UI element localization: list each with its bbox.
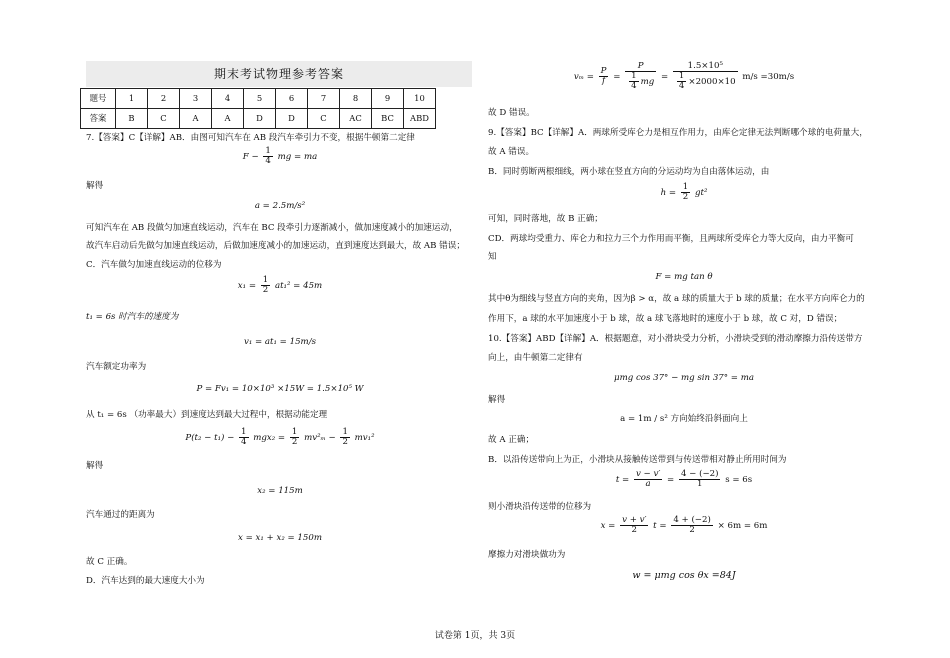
paragraph: 从 t₁ = 6s （功率最大）到速度达到最大过程中，根据动能定理	[86, 410, 328, 420]
paragraph: CD．两球均受重力、库仑力和拉力三个力作用而平衡，且两球所受库仑力等大反向，由力平衡可	[488, 234, 854, 244]
table-cell: 4	[212, 89, 244, 109]
table-cell: 10	[404, 89, 436, 109]
table-cell: 5	[244, 89, 276, 109]
table-cell: 1	[116, 89, 148, 109]
equation-work: w = μmg cos θx =84J	[632, 570, 736, 581]
table-row	[81, 109, 436, 129]
equation-newton: F − $\frac{1}{4}$ mg = ma	[242, 146, 318, 167]
equation-accel: a = 2.5m/s²	[254, 201, 306, 211]
equation-a: a = 1m / s² 方向始终沿斜面向上	[620, 414, 748, 424]
equation-distance: x = x₁ + x₂ = 150m	[238, 533, 322, 543]
q9-heading: 9.【答案】BC【详解】A．两球所受库仑力是相互作用力，由库仑定律无法判断哪个球的电荷量大，	[488, 128, 868, 138]
table-cell: 7	[308, 89, 340, 109]
paragraph: 作用下，a 球的水平加速度小于 b 球，故 a 球飞落地时的速度小于 b 球，故 C 对，D 错误；	[488, 314, 843, 324]
paragraph: 汽车额定功率为	[86, 362, 147, 372]
equation-power: P = Fv₁ = 10×10³ ×15W = 1.5×10⁵ W	[196, 384, 364, 394]
paragraph: 向上，由牛顿第二定律有	[488, 353, 583, 363]
paragraph: 可知，同时落地，故 B 正确；	[488, 214, 603, 224]
paragraph: 汽车通过的距离为	[86, 510, 155, 520]
paragraph: 故 D 错误。	[488, 108, 535, 118]
paragraph: 故 A 正确；	[488, 435, 535, 445]
table-cell: 9	[372, 89, 404, 109]
paragraph: 故 A 错误。	[488, 147, 535, 157]
paragraph: B．以沿传送带向上为正，小滑块从接触传送带到与传送带相对静止所用时间为	[488, 455, 787, 465]
answer-table	[80, 88, 436, 129]
table-cell: 3	[180, 89, 212, 109]
table-cell: 答案	[81, 109, 116, 129]
equation-energy: P(t₂ − t₁) − $\frac{1}{4}$ mgx₂ = $\frac{1}{2}$ mv²ₘ − $\frac{1}{2}$ mv₁²	[185, 427, 375, 448]
table-cell: C	[148, 109, 180, 129]
q7-heading: 7.【答案】C【详解】AB．由图可知汽车在 AB 段汽车牵引力不变，根据牛顿第二定律	[86, 133, 415, 143]
table-cell: C	[308, 109, 340, 129]
paragraph: t₁ = 6s 时汽车的速度为	[86, 312, 179, 322]
table-cell: 6	[276, 89, 308, 109]
page-footer: 试卷第 1页，共 3页	[434, 631, 516, 641]
table-cell: D	[244, 109, 276, 129]
paragraph: 其中θ为细线与竖直方向的夹角，因为β > α，故 a 球的质量大于 b 球的质量；在水平方向库仑力的	[488, 294, 865, 304]
table-cell: ABD	[404, 109, 436, 129]
paragraph: 摩擦力对滑块做功为	[488, 550, 566, 560]
equation-vmax: vₘ = $\frac{P}{f}$ = P $\frac{1}{4}$ mg = 1.5×10⁵ $\frac{1}{4}$ ×2000×10 m/s =30m/s	[573, 61, 795, 92]
table-cell: AC	[340, 109, 372, 129]
equation-coulomb: F = mg tan θ	[655, 272, 713, 282]
paragraph: 则小滑块沿传送带的位移为	[488, 502, 592, 512]
equation-x2: x₂ = 115m	[257, 486, 303, 496]
paragraph: 可知汽车在 AB 段做匀加速直线运动，汽车在 BC 段牵引力逐渐减小，做加速度减小的加速运动，	[86, 223, 458, 233]
table-cell: A	[212, 109, 244, 129]
paragraph: D．汽车达到的最大速度大小为	[86, 576, 205, 586]
equation-friction: μmg cos 37° − mg sin 37° = ma	[614, 373, 754, 383]
text-jiede: 解得	[86, 461, 104, 471]
paragraph: 故汽车启动后先做匀加速直线运动，后做加速度减小的加速运动，直到速度达到最大，故 AB 错误；	[86, 241, 465, 251]
table-cell: 2	[148, 89, 180, 109]
paragraph: C．汽车做匀加速直线运动的位移为	[86, 260, 222, 270]
equation-displacement-belt: x = $\frac{v + v'}{2}$ t = $\frac{4 + (-2)}{2}$ × 6m = 6m	[600, 515, 768, 536]
equation-freefall: h = $\frac{1}{2}$ gt²	[660, 182, 708, 203]
table-row	[81, 89, 436, 109]
table-cell: BC	[372, 109, 404, 129]
table-cell: 8	[340, 89, 372, 109]
paragraph: 故 C 正确。	[86, 557, 133, 567]
paragraph: B．同时剪断两根细线，两小球在竖直方向的分运动均为自由落体运动，由	[488, 167, 770, 177]
table-cell: 题号	[81, 89, 116, 109]
equation-displacement: x₁ = $\frac{1}{2}$ at₁² = 45m	[237, 275, 323, 296]
q10-heading: 10.【答案】ABD【详解】A．根据题意，对小滑块受力分析，小滑块受到的滑动摩擦力沿传送带方	[488, 334, 863, 344]
equation-velocity: v₁ = at₁ = 15m/s	[243, 337, 317, 347]
table-cell: A	[180, 109, 212, 129]
equation-time: t = $\frac{v - v'}{a}$ = $\frac{4 - (-2)}{1}$ s = 6s	[615, 469, 753, 490]
table-cell: B	[116, 109, 148, 129]
page-title: 期末考试物理参考答案	[86, 61, 472, 87]
text-jiede: 解得	[86, 181, 104, 191]
table-cell: D	[276, 109, 308, 129]
text-jiede: 解得	[488, 395, 506, 405]
paragraph: 知	[488, 252, 497, 262]
